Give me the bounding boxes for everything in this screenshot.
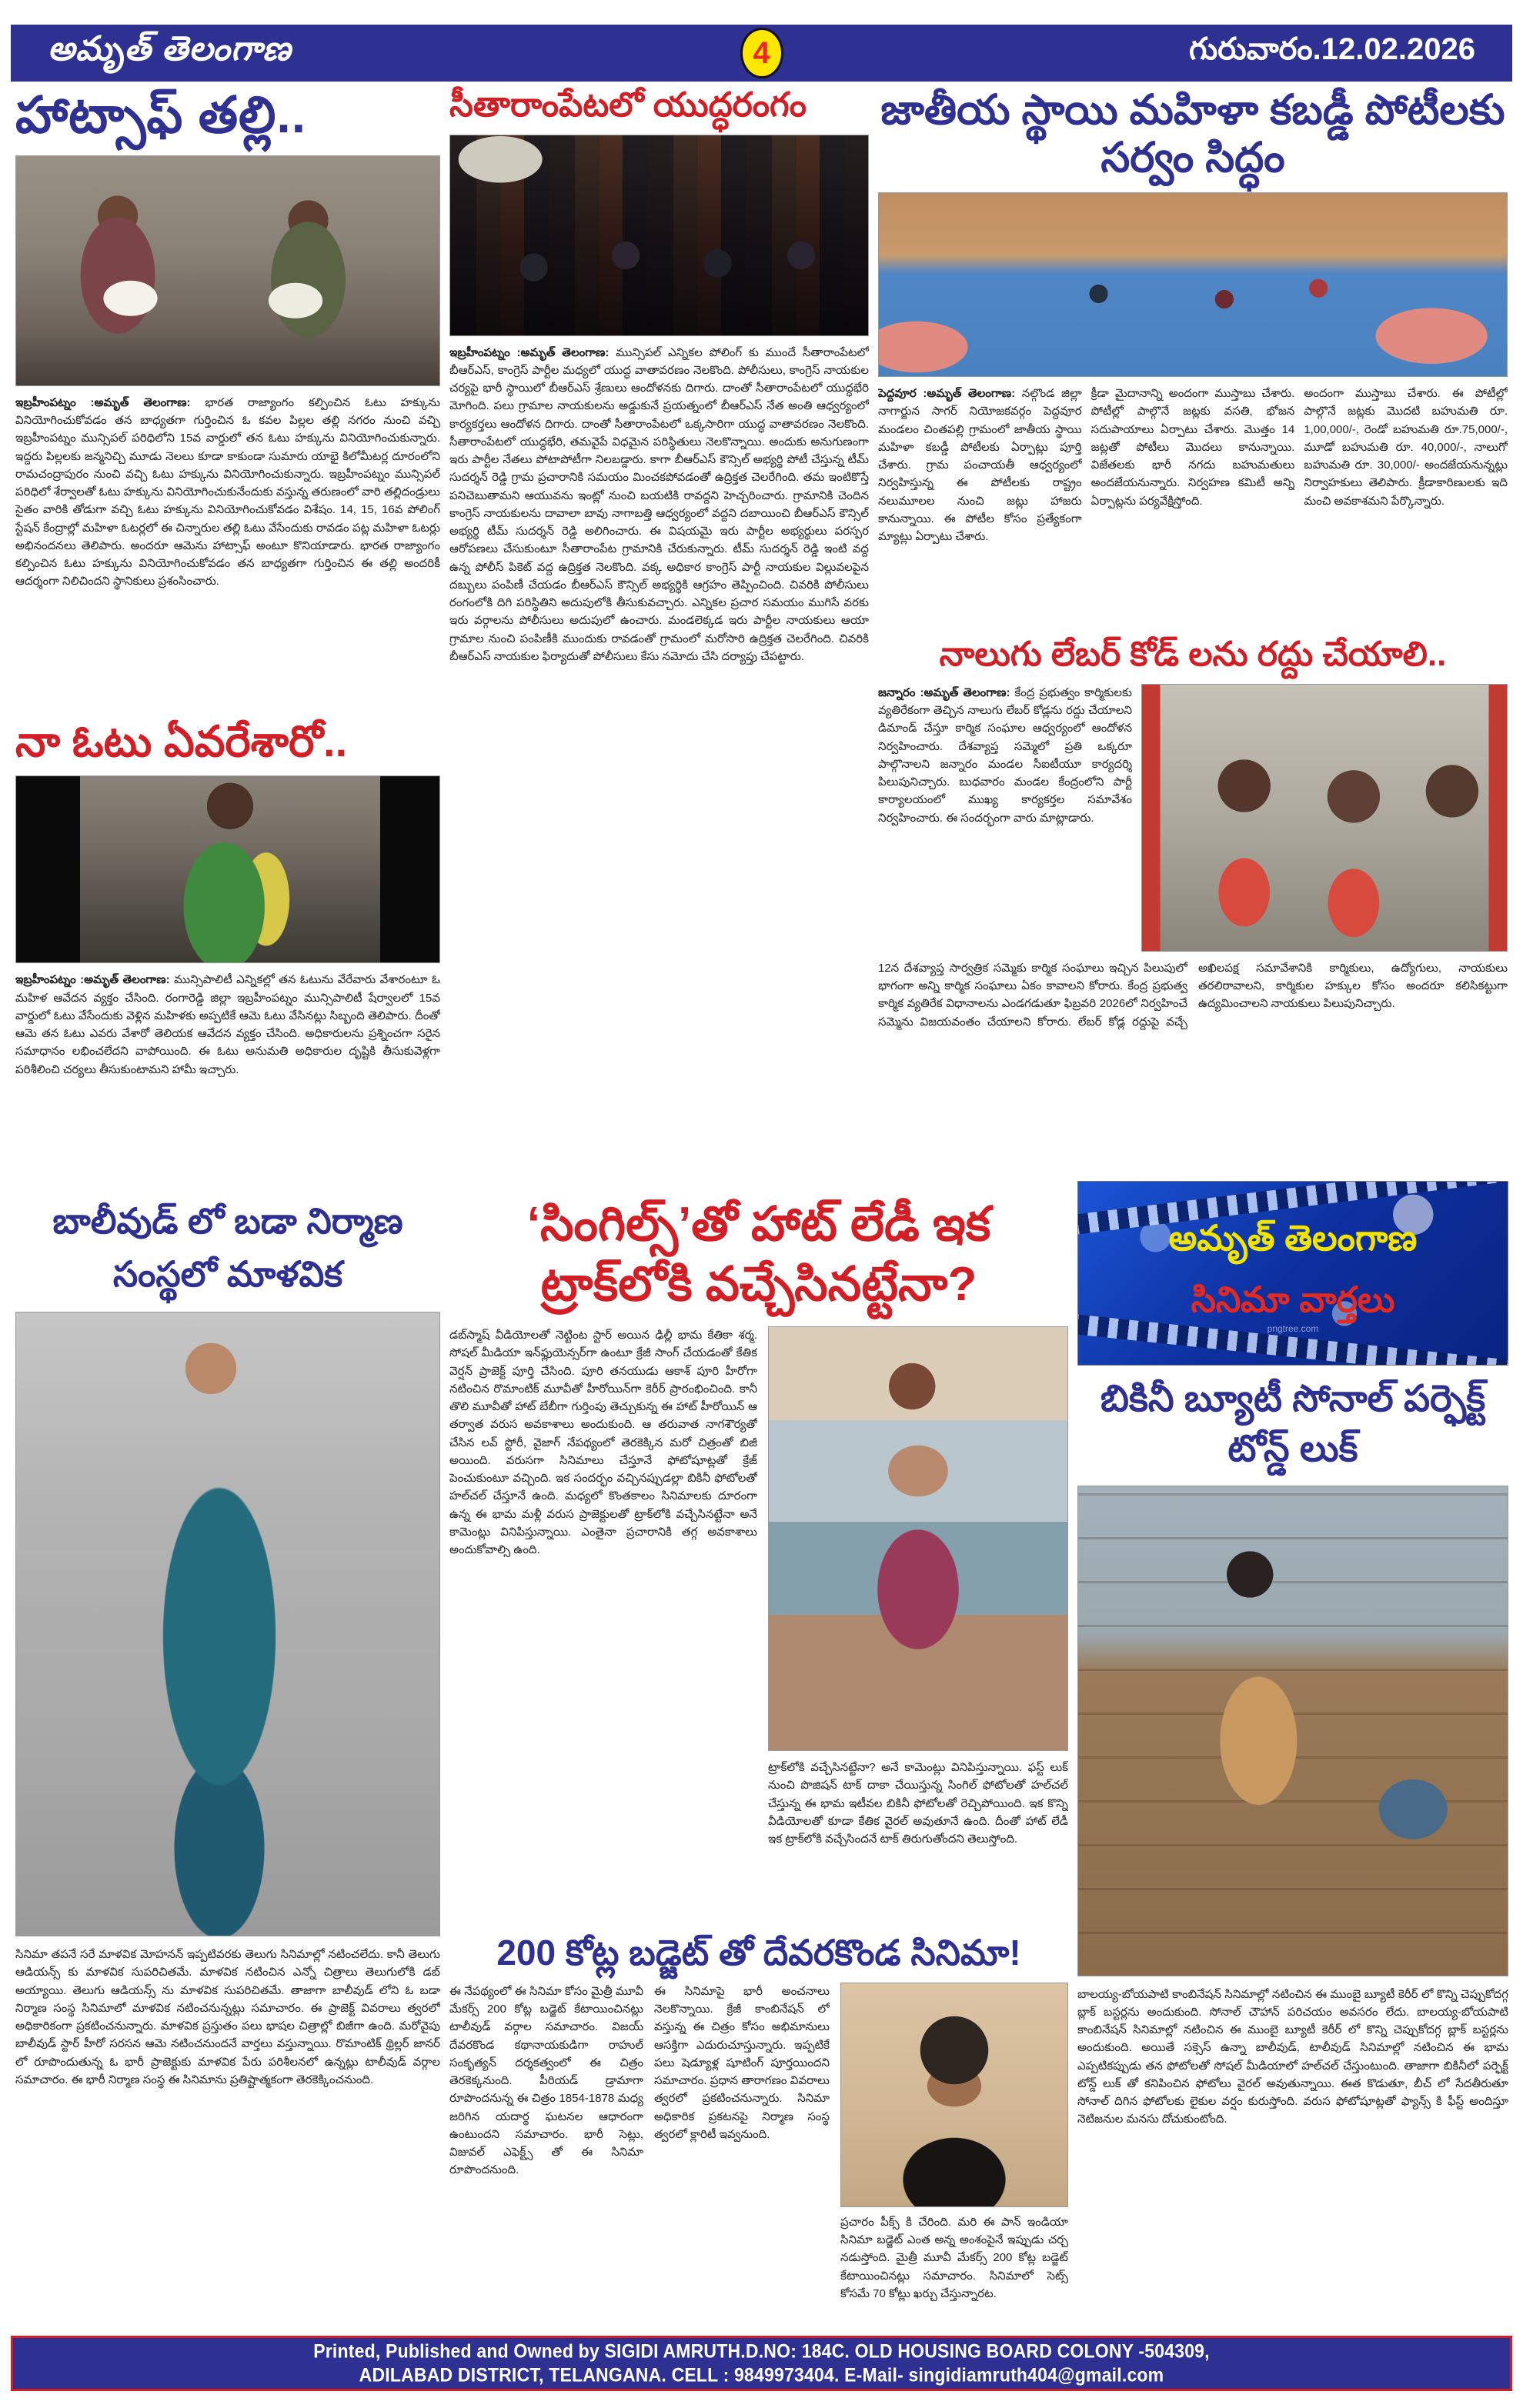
photo-ketika-actress	[768, 1326, 1068, 1751]
banner-title-line1: అమృత్ తెలంగాణ	[1168, 1218, 1418, 1258]
column-top-middle	[449, 86, 869, 1173]
kabaddi-body-columns	[878, 385, 1508, 625]
banner-title-line2: సినిమా వార్తలు	[1191, 1279, 1395, 1319]
article-sonal-body: బాలయ్య-బోయపాటి కాంబినేషన్ సినిమాల్లో నటించిన ఈ ముంబై బ్యూటీ కెరీర్ లో కొన్ని చెప్పుకోదగ్గ బ్లాక్ బస్టర్లను అందుకుంది. సోనాల్ చౌహాన్ పరిచయం అవసరం లేదు. బాలయ్య-బోయపాటి కాంబినేషన్ సినిమాల్లో నటించిన ఈ ముంబై బ్యూటీ కెరీర్ లో కొన్ని చెప్పుకోదగ్గ బ్లాక్ బస్టర్లను అందుకుంది. అయితే సక్సెస్ ఉన్నా బాలీవుడ్, టాలీవుడ్ సినిమాల్లో నటించిన ఈ భామ ఎప్పటికప్పుడు తన ఫోటోలతో సోషల్ మీడియాలో హల్‌చల్ చేస్తుంటుంది. తాజాగా బికినీలో పర్ఫెక్ట్ టోన్డ్ లుక్ తో కనిపించిన ఫోటోలు వైరల్ అవుతున్నాయి. ఈత కొడుతూ, బీచ్ లో సేదతీరుతూ సోనాల్ దిగిన ఫోటోలకు లైకుల వర్షం కురుస్తోంది. వరుస ఫోటోషూట్లతో ఫ్యాన్స్ కి ఫీస్ట్ అందిస్తూ నెటిజనుల మనసు దోచుకుంటోంది.	[1077, 1987, 1508, 2126]
column-bottom-middle	[449, 1195, 1068, 2320]
singles-article-row	[449, 1326, 1068, 1920]
article-malavika-body: సినిమా తపనే సరే మాళవిక మోహనన్ ఇప్పటివరకు తెలుగు సినిమాల్లో నటించలేదు. కానీ తెలుగు ఆడియన్స్ కు మాళవిక సుపరిచితమే. మాళవిక నటించిన ఎన్నో చిత్రాలు తెలుగులోకి డబ్ అయ్యాయి. తెలుగు ఆడియన్స్ ను మాళవిక సుపరిచితమే. తాజాగా బాలీవుడ్ లోని ఓ బడా నిర్మాణ సంస్థ సినిమాలో మాళవిక నటించనున్నట్లు సమాచారం. ఈ ప్రాజెక్ట్ వివరాలు త్వరలో అధికారికంగా ప్రకటించనున్నారు. మాళవిక ప్రస్తుతం పలు భాషల చిత్రాల్లో బిజీగా ఉంది. మరోవైపు బాలీవుడ్ స్టార్ హీరో సరసన ఆమె నటించనుందనే వార్తలు వస్తున్నాయి. రొమాంటిక్ థ్రిల్లర్ జానర్ లో రూపొందుతున్న ఓ భారీ ప్రాజెక్టుకు మాళవిక పేరు పరిశీలనలో ఉన్నట్లు టాలీవుడ్ వర్గాల సమాచారం. ఈ భారీ నిర్మాణ సంస్థ ఈ సినిమాను ప్రతిష్టాత్మకంగా తెరకెక్కించనుంది.	[15, 1948, 440, 2086]
budget-body-col2: ఈ సినిమాపై భారీ అంచనాలు నెలకొన్నాయి. క్రేజీ కాంబినేషన్ లో వస్తున్న ఈ చిత్రం కోసం అభిమానులు ఆసక్తిగా ఎదురుచూస్తున్నారు. ఇప్పటికే పలు షెడ్యూళ్ల షూటింగ్ పూర్తయిందని సమాచారం. ప్రధాన తారాగణం వివరాలు త్వరలో ప్రకటించనున్నారు. సినిమా అధికారిక ప్రకటనపై నిర్మాణ సంస్థ త్వరలో క్లారిటీ ఇవ్వనుంది.	[654, 1984, 830, 2141]
budget-body-col1: ఈ నేపథ్యంలో ఈ సినిమా కోసం మైత్రీ మూవీ మేకర్స్ 200 కోట్ల బడ్జెట్ కేటాయించినట్లు టాలీవుడ్ వర్గాల సమాచారం. విజయ్ దేవరకొండ కథానాయకుడిగా రాహుల్ సంకృత్యన్ దర్శకత్వంలో ఈ చిత్రం తెరకెక్కనుంది. పీరియడ్ డ్రామాగా రూపొందనున్న ఈ చిత్రం 1854-1878 మధ్య జరిగిన యదార్థ ఘటనల ఆధారంగా ఉంటుందని సమాచారం. భారీ సెట్లు, విజువల్ ఎఫెక్ట్స్ తో ఈ సినిమా రూపొందనుంది.	[449, 1984, 643, 2177]
headline-budget-movie: 200 కోట్ల బడ్జెట్ తో దేవరకొండ సినిమా!	[496, 1933, 1021, 1973]
edition-date: గురువారం.12.02.2026	[1189, 32, 1475, 66]
column-top-left	[15, 86, 440, 1154]
kabaddi-body-col1	[878, 385, 1082, 625]
footer-line2: ADILABAD DISTRICT, TELANGANA. CELL : 9849973404. E-Mail- singidiamruth404@gmail.com	[359, 2363, 1164, 2386]
headline-sonal: బికినీ బ్యూటీ సోనాల్ పర్ఫెక్ట్ టోన్డ్ లుక్	[1100, 1379, 1486, 1469]
photo-deverakonda-actor	[840, 1983, 1068, 2207]
dateline: ఇబ్రహీంపట్నం :అమృత్ తెలంగాణ:	[449, 345, 610, 359]
page-number: 4	[753, 35, 770, 70]
budget-body-col3: ప్రచారం పీక్స్ కి చేరింది. మరి ఈ పాన్ ఇండియా సినిమా బడ్జెట్ ఎంత అన్న అంశంపైనే ఇప్పుడు చర్చ నడుస్తోంది. మైత్రీ మూవీ మేకర్స్ 200 కోట్ల బడ్జెట్ కేటాయించినట్లు సమాచారం. సినిమాలో సెట్స్ కోసమే 70 కోట్లు ఖర్చు చేస్తున్నారట.	[840, 2215, 1068, 2300]
singles-body-col1: డబ్‌స్మాష్ వీడియోలతో నెట్టింట స్టార్ అయిన ఢిల్లీ భామ కేతికా శర్మ. సోషల్ మీడియా ఇన్‌ఫ్లుయెన్సర్‌గా ఉంటూ క్రేజీ సాంగ్ చేయడంతో కేతిక వెర్షన్ ప్రాజెక్ట్ పూర్తి చేసింది. పూరి తనయుడు ఆకాశ్ పూరి హీరోగా నటించిన రొమాంటిక్ మూవీతో హీరోయిన్‌గా కెరీర్ ప్రారంభించింది. కానీ తొలి మూవీతో హాట్ బేబీగా గుర్తింపు తెచ్చుకున్న ఈ హాట్ హీరోయిన్ ఆ తర్వాత వరుస అవకాశాలు అందుకుంది. ఆ తరువాత నాగశౌర్యతో చేసిన లవ్ స్టోరీ, వైజాగ్ నేపథ్యంలో తెరకెక్కిన మరో చిత్రంతో బిజీ అయింది. వరుసగా సినిమాలు చేస్తూనే ఫోటోషూట్లతో క్రేజ్ పెంచుకుంటూ వచ్చింది. ఇక సందర్భం వచ్చినప్పుడల్లా బికినీ ఫోటోలతో హల్‌చల్ చేస్తూనే ఉంది. మధ్యలో కొంతకాలం సినిమాలకు దూరంగా ఉన్న ఈ భామ మళ్లీ వరుస ప్రాజెక్టులతో ట్రాక్‌లోకి వచ్చేసినట్టేనా అనే కామెంట్లు వినిపిస్తున్నాయి. ఎంతైనా ప్రచారానికి తగ్గ అవకాశాలు అందుకోవాల్సి ఉంది.	[449, 1329, 757, 1556]
dateline: ఇబ్రహీంపట్నం :అమృత్ తెలంగాణ:	[15, 395, 191, 409]
page-number-badge	[740, 28, 783, 78]
column-bottom-left	[15, 1195, 440, 2346]
body-text: కేంద్ర ప్రభుత్వం కార్మికులకు వ్యతిరేకంగా తెచ్చిన నాలుగు లేబర్ కోడ్లను రద్దు చేయాలని డిమాండ్ చేస్తూ కార్మిక సంఘాల ఆధ్వర్యంలో ఆందోళన నిర్వహించారు. దేశవ్యాప్త సమ్మెలో ప్రతి ఒక్కరూ పాల్గొనాలని జన్నారం మండల సీఐటీయూ కార్యదర్శి పిలుపునిచ్చారు. బుధవారం మండల కేంద్రంలోని పార్టీ కార్యాలయంలో ముఖ్య కార్యకర్తల సమావేశం నిర్వహించారు. ఈ సందర్భంగా వారు మాట్లాడారు.	[878, 685, 1132, 825]
body-text: మున్సిపల్ ఎన్నికల పోలింగ్ కు ముందే సీతారాంపేటలో బీఆర్ఎస్, కాంగ్రెస్ పార్టీల మధ్యలో యుద్ధ వాతావరణం నెలకొంది. పోలీసులు, కాంగ్రెస్ నాయకుల చర్యపై భారీ స్థాయిలో బీఆర్ఎస్ శ్రేణులు ఆందోళనకు దిగారు. దాంతో సీతారాంపేటలో యుద్ధభేరి మోగింది. పలు గ్రామాల నాయకులను అడ్డుకునే ప్రయత్నంలో బీఆర్ఎస్ నేత అంతి ఆధ్వర్యంలో కార్యకర్తలు ఆందోళన దిగారు. దాంతో సీతారాంపేటలో ఒక్కసారిగా యుద్ధ వాతావరణం నెలకొంది. సీతారాంపేటలో యుద్ధభేరి, తమవైపే విధమైన పరిస్థితులు నెలకొన్నాయి. అందుకు అనుగుణంగా ఇరు పార్టీల నేతలు పోటాపోటీగా నిలబడ్డారు. కాగా బీఆర్ఎస్ కౌన్సిల్ అభ్యర్థి పోటీ చేస్తున్న టీమ్ సుదర్శన్ రెడ్డి గ్రామ ప్రచారానికి సమయం మించకపోవడంతో ఉద్రిక్తత చెలరేగింది. తమ ఇంటికొస్తే పనిచెబుతామని ఆయువను ఇంట్లో నుంచి బయటికి రావద్దని హెచ్చరించారు. గ్రామానికి చెందిన కాంగ్రెస్ నాయకులను దావాలా బావు నాగాబత్తి ఆధ్వర్యంలో వద్దని దబాయించి బీఆర్ఎస్ కౌన్సిల్ అభ్యర్థి టీమ్ సుదర్శన్ రెడ్డి అలిగించారు. ఈ విషయమై ఇరు పార్టీల అభ్యర్థులు పరస్పర ఆరోపణలు చేసుకుంటూ సీతారాంపేట గ్రామానికి చేరుకున్నారు. టీమ్ సుదర్శన్ రెడ్డి ఇంటి వద్ద ఉన్న పోలీస్ పికెట్ వద్ద ఉద్రిక్తత నెలకొంది. వక్క అధికార కాంగ్రెస్ పార్టీ నాయకుల విల్లువలపైన దబ్బులు పంపిణీ చేయడం బీఆర్ఎస్ కౌన్సిల్ అభ్యర్థికి ఆగ్రహం తెప్పించింది. చివరికి పోలీసులు రంగంలోకి దిగి పరిస్థితిని అదుపులోకి తీసుకువచ్చారు. ఎన్నికల ప్రచార సమయం ముగిసే వరకు ఇరు వర్గాలను పోలీసులు అదుపులో ఉంచారు. మండలెక్కడ ఇరు పార్టీల నాయకులు ఆయా గ్రామాల నుంచి పంపిణీకి ముందుకు రావడంతో గ్రామంలో మరోసారి ఉద్రిక్తత చెలరేగింది. చివరికి బీఆర్ఎస్ నాయకుల ఫిర్యాదుతో పోలీసులు కేసు నమోదు చేసి దర్యాప్తు చేపట్టారు.	[449, 345, 869, 663]
banner-watermark: pngtree.com	[1267, 1323, 1319, 1334]
dateline: పెద్దవూర :అమృత్ తెలంగాణ:	[878, 387, 1016, 401]
budget-article-row	[449, 1983, 1068, 2320]
cinema-news-banner	[1077, 1181, 1508, 1366]
photo-kabaddi-court	[878, 192, 1508, 377]
photo-voter-inner	[80, 776, 381, 962]
headline-vote: నా ఓటు ఏవరేశారో..	[15, 716, 348, 765]
headline-singles: ‘సింగిల్స్’తో హాట్ లేడీ ఇక ట్రాక్‌లోకి వచ్చేసినట్టేనా?	[526, 1198, 991, 1311]
photo-union-workers	[1141, 684, 1508, 952]
kabaddi-body-col3: అందంగా ముస్తాబు చేశారు. ఈ పోటీల్లో పాల్గొనే జట్లకు మొదటి బహుమతి రూ. 1,00,000/-, రెండో బహుమతి రూ.75,000/-, మూడో బహుమతి రూ. 40,000/-, నాలుగో బహుమతి రూ. 30,000/- అందజేయనున్నట్లు నిర్వాహకులు తెలిపారు. క్రీడాకారిణులకు ఇది మంచి అవకాశమని పేర్కొన్నారు.	[1304, 387, 1508, 508]
article-vote-body	[15, 971, 440, 1154]
headline-hatsoff: హాట్సాఫ్ తల్లి..	[15, 86, 307, 143]
body-text: మున్సిపాలిటీ ఎన్నికల్లో తన ఓటును వేరేవారు వేశారంటూ ఓ మహిళ ఆవేదన వ్యక్తం చేసింది. రంగారెడ్డి జిల్లా ఇబ్రహీంపట్నం మున్సిపాలిటీ షేర్వాలలో 15వ వార్డులో ఓటు వేసేందుకు వెళ్లిన మహిళకు అప్పటికే ఆమె ఓటు వేసినట్లు సిబ్బంది తెలిపారు. దీంతో ఆమె తన ఓటు ఎవరు వేశారో తెలియక ఆవేదన వ్యక్తం చేసింది. అధికారులను ప్రశ్నించగా సరైన సమాధానం లభించలేదని వాపోయింది. ఈ ఓటు అనుమతి అధికారుల దృష్టికి తీసుకువెళ్లగా పరిశీలించి చర్యలు తీసుకుంటామని హామీ ఇచ్చారు.	[15, 973, 440, 1076]
budget-right-col	[840, 1983, 1068, 2320]
photo-malavika-actress	[15, 1312, 440, 1936]
body-text: నల్గొండ జిల్లా నాగార్జున సాగర్ నియోజకవర్గం పెద్దవూర మండలం చింతపల్లి గ్రామంలో జాతీయ స్థాయి మహిళా కబడ్డీ పోటీలకు ఏర్పాట్లు పూర్తి చేశారు. గ్రామ పంచాయతీ ఆధ్వర్యంలో నిర్వహిస్తున్న ఈ పోటీలకు రాష్ట్రం నలుమూలల నుంచి జట్లు హాజరు కానున్నాయి. ఈ పోటీల కోసం ప్రత్యేకంగా మ్యాట్లు ఏర్పాటు చేశారు.	[878, 387, 1082, 544]
masthead-bar	[11, 25, 1512, 82]
photo-crowd-clash	[449, 135, 869, 336]
column-bottom-right	[1077, 1181, 1508, 2347]
article-hatsoff-body	[15, 394, 440, 708]
headline-labor-codes: నాలుగు లేబర్ కోడ్ లను రద్దు చేయాలి..	[939, 635, 1447, 674]
singles-body-col2: ట్రాక్‌లోకి వచ్చేసినట్టేనా? అనే కామెంట్లు వినిపిస్తున్నాయి. ఫస్ట్ లుక్ నుంచి పొజిషన్ టాక్ దాకా చేయిస్తున్న సింగిల్ ఫోటోలతో హల్‌చల్ చేస్తున్న ఈ భామ ఇటీవల బికినీ ఫోటోలతో రెచ్చిపోయింది. ఇక కొన్ని వీడియోలతో కూడా కేతిక వైరల్ అవుతూనే ఉంది. దీంతో హాట్ లేడీ ఇక ట్రాక్‌లోకి వచ్చేసిందనే టాక్ తిరుగుతోందని తెలుస్తోంది.	[768, 1761, 1068, 1846]
photo-mothers-with-babies	[15, 155, 440, 386]
publisher-footer	[11, 2336, 1512, 2391]
dateline: జన్నారం :అమృత్ తెలంగాణ:	[878, 685, 1010, 699]
body-text: భారత రాజ్యాంగం కల్పించిన ఓటు హక్కును వినియోగించుకోవడం తన బాధ్యతగా గుర్తించిన ఓ కవల పిల్లల తల్లి నగరం నుంచి వచ్చి ఇబ్రహీంపట్నం మున్సిపల్ పరిధిలోని 15వ వార్డులో తన ఓటు హక్కును వినియోగించుకున్నారు. ఇద్దరు పిల్లలకు జన్మనిచ్చి మూడు నెలలు కూడా కాకుండా సుమారు యాభై కిలోమీటర్ల దూరంలోని రామచంద్రాపురం నుంచి వచ్చి ఓటు హక్కును వినియోగించుకున్నారు. ఇబ్రహీంపట్నం మున్సిపల్ పరిధిలో శేర్వాలతో ఓటు హక్కును వినియోగించుకునేందుకు వస్తున్న తరుణంలో వారి తల్లిదండ్రులు సైతం వారికి తోడుగా వచ్చి ఓటు హక్కును వినియోగించుకోవడం విశేషం. 14, 15, 16వ పోలింగ్ స్టేషన్ కేంద్రాల్లో మహిళా ఓటర్లలో ఈ చిన్నారుల తల్లి ఓటు వేసేందుకు రావడం పట్ల మహిళా ఓటర్లు అభినందనలు తెలిపారు. అందరూ ఆమెను హాట్సాఫ్ అంటూ కొనియాడారు. భారత రాజ్యాంగం కల్పించిన ఓటు హక్కును వినియోగించుకోవడం తన బాధ్యతగా గుర్తించిన ఈ తల్లి అందరికీ ఆదర్శంగా నిలిచిందని స్థానికులు ప్రశంసించారు.	[15, 395, 440, 589]
headline-sitarampeta: సీతారాంపేటలో యుద్ధరంగం	[449, 86, 807, 124]
labor-body-bottom: 12న దేశవ్యాప్త సార్వత్రిక సమ్మెకు కార్మిక సంఘాలు ఇచ్చిన పిలుపులో భాగంగా అన్ని కార్మిక సంఘాలు ఏకం కావాలని కోరారు. కేంద్ర ప్రభుత్వ కార్మిక వ్యతిరేక విధానాలను ఎండగడుతూ ఫిబ్రవరి 2026లో నిర్వహించే సమ్మెను విజయవంతం చేయాలని కోరారు. లేబర్ కోడ్ల రద్దుపై వచ్చే అఖిలపక్ష సమావేశానికి కార్మికులు, ఉద్యోగులు, నాయకులు తరలిరావాలని, కార్మికుల హక్కుల కోసం అందరూ కలిసికట్టుగా ఉద్యమించాలని నాయకులు పిలుపునిచ్చారు.	[878, 961, 1508, 1029]
photo-voter-woman	[15, 775, 440, 963]
singles-right-col	[768, 1326, 1068, 1920]
headline-kabaddi: జాతీయ స్థాయి మహిళా కబడ్డీ పోటీలకు సర్వం సిద్ధం	[880, 87, 1505, 182]
newspaper-title: అమృత్ తెలంగాణ	[48, 29, 292, 68]
labor-article-row	[878, 684, 1508, 952]
photo-sonal-actress	[1077, 1486, 1508, 1976]
article-sitarampeta-body	[449, 344, 869, 1173]
labor-body-col	[878, 684, 1132, 952]
column-top-right	[878, 86, 1508, 1144]
dateline: ఇబ్రహీంపట్నం :అమృత్ తెలంగాణ:	[15, 973, 170, 987]
footer-line1: Printed, Published and Owned by SIGIDI AMRUTH.D.NO: 184C. OLD HOUSING BOARD COLONY -504309,	[313, 2340, 1210, 2363]
kabaddi-body-col2: క్రీడా మైదానాన్ని అందంగా ముస్తాబు చేశారు. పోటీల్లో పాల్గొనే జట్లకు వసతి, భోజన సదుపాయాలు ఏర్పాటు చేశారు. మొత్తం 14 జట్లతో పోటీలు మొదలు కానున్నాయి. విజేతలకు భారీ నగదు బహుమతులు అందజేయనున్నారు. నిర్వహణ కమిటీ అన్ని ఏర్పాట్లను పర్యవేక్షిస్తోంది.	[1090, 387, 1295, 508]
headline-malavika: బాలీవుడ్ లో బడా నిర్మాణ సంస్థలో మాళవిక	[52, 1201, 403, 1294]
